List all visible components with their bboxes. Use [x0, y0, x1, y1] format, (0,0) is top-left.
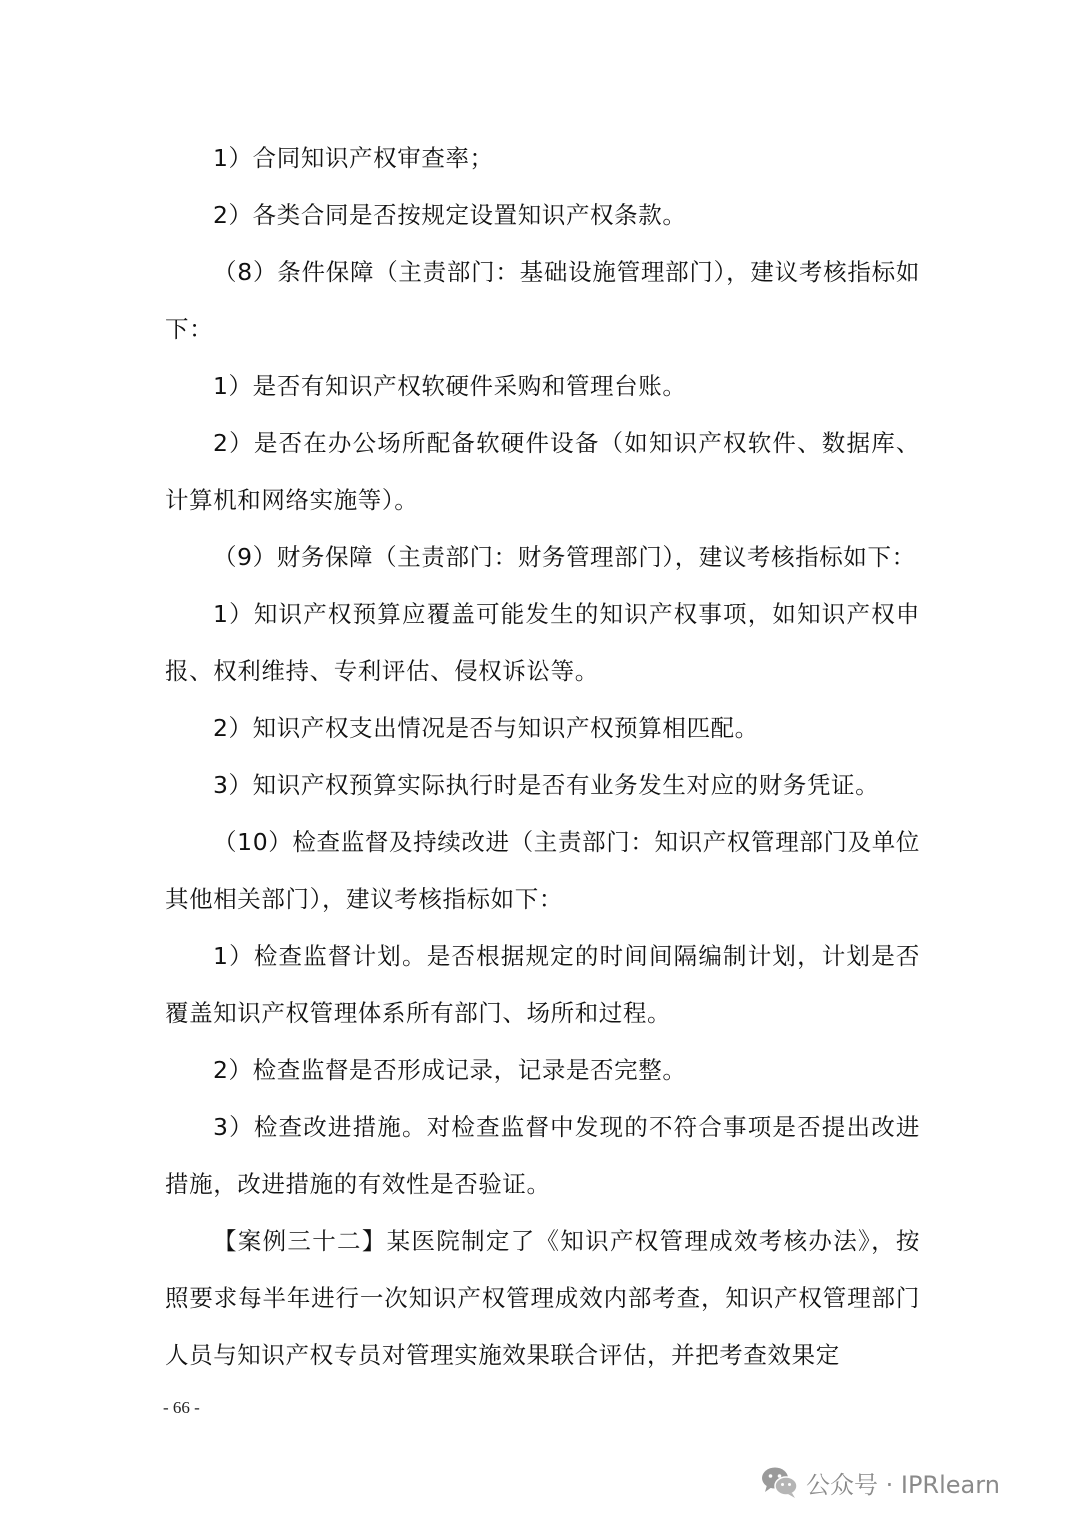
paragraph: 2）是否在办公场所配备软硬件设备（如知识产权软件、数据库、计算机和网络实施等）。	[165, 429, 920, 514]
paragraph: （9）财务保障（主责部门：财务管理部门），建议考核指标如下：	[213, 543, 916, 571]
watermark-text: 公众号 · IPRlearn	[806, 1470, 1000, 1499]
paragraph: （8）条件保障（主责部门：基础设施管理部门），建议考核指标如下：	[165, 258, 920, 343]
paragraph: 3）知识产权预算实际执行时是否有业务发生对应的财务凭证。	[213, 771, 880, 799]
paragraph: 1）是否有知识产权软硬件采购和管理台账。	[213, 372, 687, 400]
paragraph: （10）检查监督及持续改进（主责部门：知识产权管理部门及单位其他相关部门），建议考核指标如下：	[165, 828, 920, 913]
paragraph: 1）检查监督计划。是否根据规定的时间间隔编制计划，计划是否覆盖知识产权管理体系所有部门、场所和过程。	[165, 942, 920, 1027]
paragraph: 1）知识产权预算应覆盖可能发生的知识产权事项，如知识产权申报、权利维持、专利评估、侵权诉讼等。	[165, 600, 920, 685]
page-number: - 66 -	[163, 1398, 200, 1417]
paragraph: 2）知识产权支出情况是否与知识产权预算相匹配。	[213, 714, 759, 742]
paragraph: 2）各类合同是否按规定设置知识产权条款。	[213, 201, 687, 229]
wechat-icon	[760, 1465, 800, 1499]
watermark	[760, 1462, 1000, 1502]
paragraph: 2）检查监督是否形成记录，记录是否完整。	[213, 1056, 687, 1084]
paragraph: 3）检查改进措施。对检查监督中发现的不符合事项是否提出改进措施，改进措施的有效性是否验证。	[165, 1113, 920, 1198]
body-text	[165, 130, 920, 1384]
paragraph: 1）合同知识产权审查率；	[213, 144, 494, 172]
paragraph: 【案例三十二】某医院制定了《知识产权管理成效考核办法》，按照要求每半年进行一次知识产权管理成效内部考查，知识产权管理部门人员与知识产权专员对管理实施效果联合评估，并把考查效果定	[165, 1227, 920, 1369]
